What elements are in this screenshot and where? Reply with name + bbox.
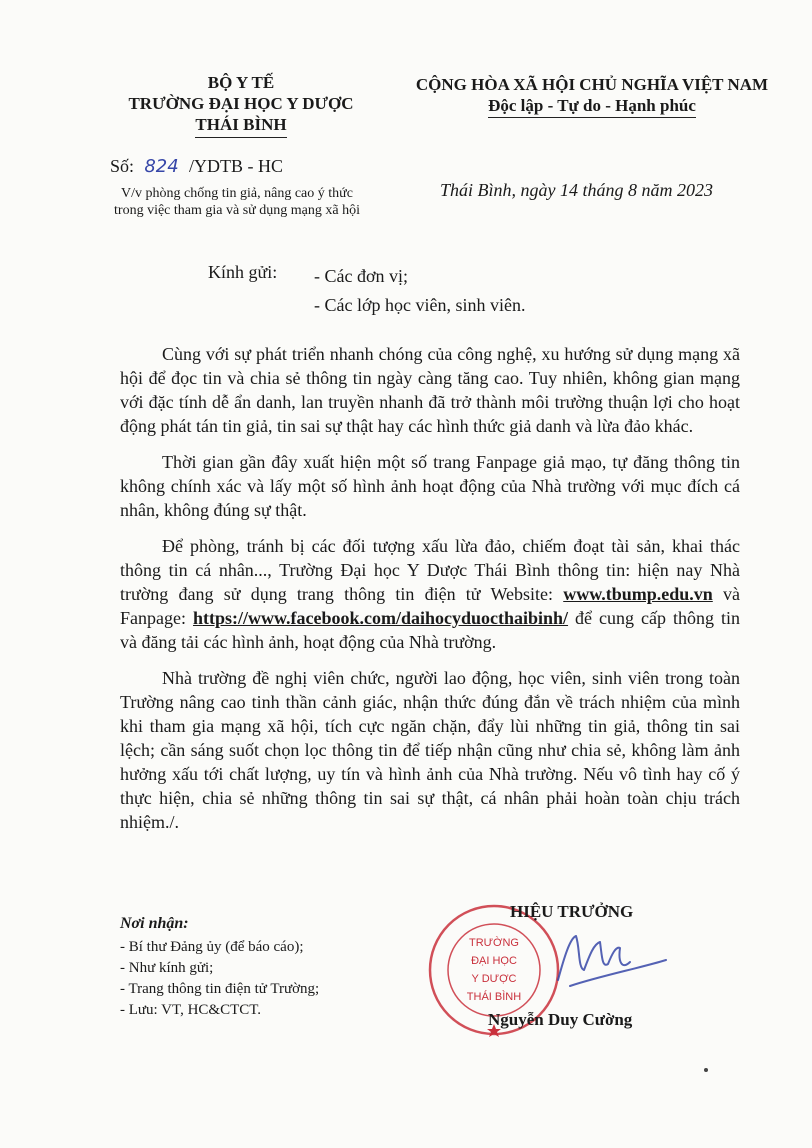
body-text-span: để cung cấp thông tin và đăng tải các hình ảnh, hoạt động của Nhà trường. — [120, 608, 740, 652]
signer-title: HIỆU TRƯỞNG — [510, 902, 634, 921]
distribution-item: - Bí thư Đảng ủy (để báo cáo); — [120, 939, 304, 955]
website-link[interactable]: www.tbump.edu.vn — [563, 584, 713, 604]
distribution-item: - Lưu: VT, HC&CTCT. — [120, 1002, 262, 1018]
addressee-item: - Các đơn vị; — [314, 266, 408, 286]
school-name-line2: THÁI BÌNH — [195, 115, 287, 134]
subject-line2: trong việc tham gia và sử dụng mạng xã hội — [114, 203, 360, 218]
school-name-line1: TRƯỜNG ĐẠI HỌC Y DƯỢC — [128, 94, 354, 113]
issuer-header — [96, 72, 386, 138]
body-paragraph-4: Nhà trường đề nghị viên chức, người lao động, học viên, sinh viên trong toàn Trường nâng cao tinh thần cảnh giác, nhận thức đúng đắn về trách nhiệm của mình khi tham gia mạng xã hội, tích cực ngăn chặn, đẩy lùi những tin giả, thông tin sai lệch; cần sáng suốt chọn lọc thông tin để tiếp nhận cũng như chia sẻ, không làm ảnh hưởng xấu tới chất lượng, uy tín và hình ảnh của Nhà trường. Nếu vô tình hay cố ý thực hiện, chia sẻ những thông tin sai sự thật, cá nhân phải hoàn toàn chịu trách nhiệm./. — [120, 668, 740, 832]
addressee-item: - Các lớp học viên, sinh viên. — [314, 295, 526, 315]
addressee-list — [314, 262, 525, 320]
handwritten-signature — [550, 918, 670, 998]
doc-number-label: Số: — [110, 156, 135, 176]
stamp-line1: TRƯỜNG — [469, 937, 519, 949]
distribution-title: Nơi nhận: — [120, 915, 189, 932]
stamp-line2: ĐẠI HỌC — [471, 955, 517, 967]
signer-name: Nguyễn Duy Cường — [488, 1010, 633, 1029]
fanpage-link[interactable]: https://www.facebook.com/daihocyduocthaibinh/ — [192, 608, 569, 628]
issue-date: Thái Bình, ngày 14 tháng 8 năm 2023 — [440, 180, 713, 200]
national-motto: Độc lập - Tự do - Hạnh phúc — [488, 95, 696, 118]
national-header — [392, 74, 792, 118]
distribution-item: - Trang thông tin điện tử Trường; — [120, 981, 320, 997]
distribution-item: - Như kính gửi; — [120, 960, 214, 976]
body-text-span: Để phòng, tránh bị các đối tượng xấu lừa đảo, chiếm đoạt tài sản, khai thác thông tin cá nhân..., Trường Đại học Y Dược Thái Bình thông tin: hiện nay Nhà trường đang sử dụng trang thông tin điện tử Website: — [120, 536, 740, 604]
stamp-line4: THÁI BÌNH — [466, 991, 522, 1003]
nation-title: CỘNG HÒA XÃ HỘI CHỦ NGHĨA VIỆT NAM — [415, 75, 769, 94]
body-paragraph-1: Cùng với sự phát triển nhanh chóng của công nghệ, xu hướng sử dụng mạng xã hội để đọc tin và chia sẻ thông tin ngày càng tăng cao. Tuy nhiên, không gian mạng với đặc tính dễ ẩn danh, lan truyền nhanh đã trở thành môi trường thuận lợi cho hoạt động phát tán tin giả, tin sai sự thật hay các hình thức giả danh và lừa đảo khác. — [120, 344, 740, 436]
body-text-span: và Fanpage: — [120, 584, 740, 628]
header-divider — [195, 137, 287, 138]
subject-line1: V/v phòng chống tin giả, nâng cao ý thức — [121, 186, 353, 201]
doc-number-handwritten: 824 — [144, 156, 179, 177]
ink-dot — [704, 1068, 708, 1072]
document-number — [110, 156, 283, 177]
document-subject — [72, 185, 402, 219]
distribution-list — [120, 913, 319, 1021]
ministry-name: BỘ Y TẾ — [207, 73, 275, 92]
body-paragraph-3 — [120, 534, 740, 654]
addressee-label: Kính gửi: — [208, 262, 278, 282]
body-paragraph-2: Thời gian gần đây xuất hiện một số trang Fanpage giả mạo, tự đăng thông tin không chính xác và lấy một số hình ảnh hoạt động của Nhà trường với mục đích cá nhân, không đúng sự thật. — [120, 452, 740, 520]
doc-number-suffix: /YDTB - HC — [189, 156, 284, 176]
document-body — [120, 342, 740, 846]
stamp-line3: Y DƯỢC — [471, 973, 517, 985]
